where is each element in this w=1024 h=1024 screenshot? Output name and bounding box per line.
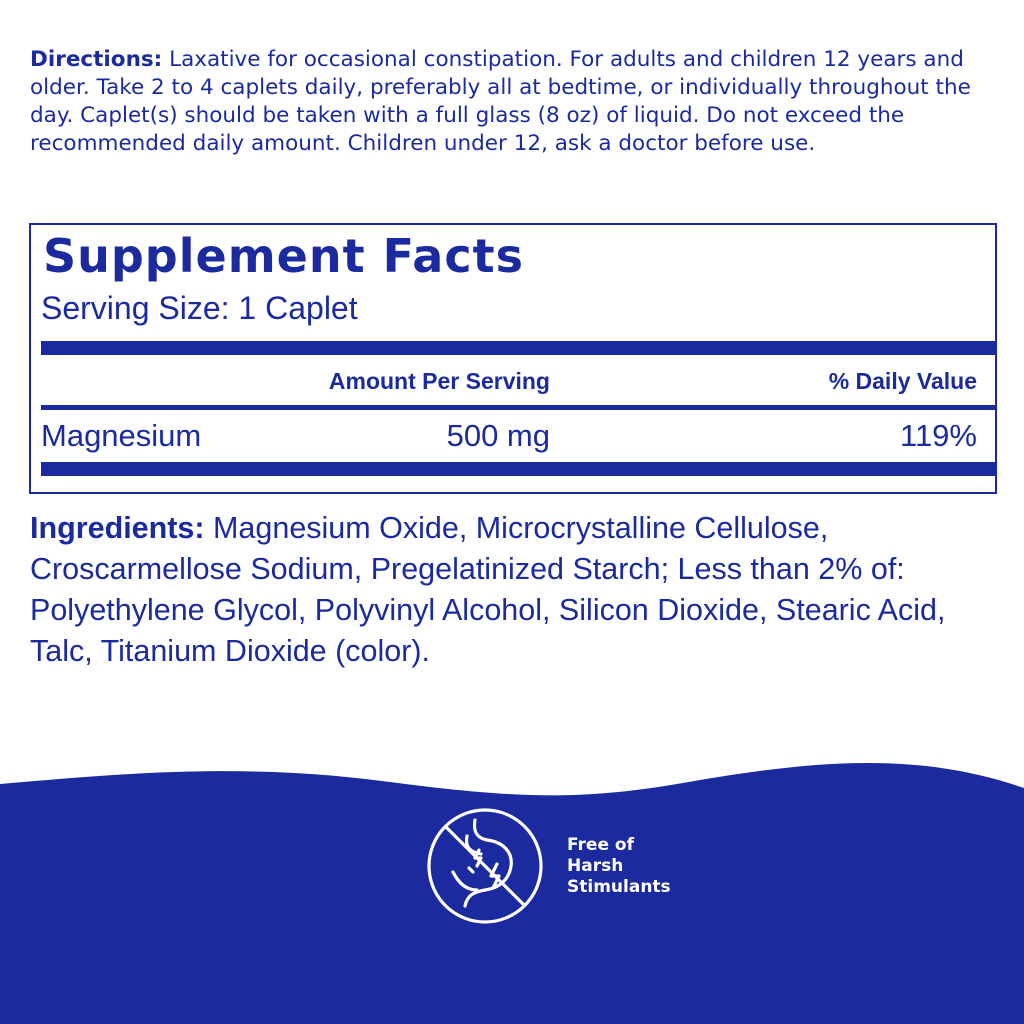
divider-thick-bottom (41, 462, 995, 476)
badge-label (567, 835, 727, 898)
badge-line-3: Stimulants (567, 877, 671, 897)
divider-thick-top (41, 341, 995, 355)
supplement-facts-panel (29, 223, 997, 494)
divider-thin (41, 405, 995, 410)
badge-line-1: Free of (567, 835, 634, 855)
ingredients-text (30, 508, 1005, 672)
serving-size: Serving Size: 1 Caplet (41, 290, 358, 326)
no-stomach-stimulant-icon (425, 806, 545, 926)
directions-body: Laxative for occasional constipation. For adults and children 12 years and older. Take 2 to 4 caplets daily, preferably all at bedtime, or individually throughout the day. Caplet(s) should be taken with a full glass (8 oz) of liquid. Do not exceed the recommended daily amount. Children under 12, ask a doctor before use. (30, 47, 971, 156)
header-daily-value: % Daily Value (828, 368, 977, 394)
ingredients-body: Magnesium Oxide, Microcrystalline Cellulose, Croscarmellose Sodium, Pregelatinized Starch; Less than 2% of: Polyethylene Glycol, Polyvinyl Alcohol, Silicon Dioxide, Stearic Acid, Talc, Titanium Dioxide (color). (30, 511, 946, 668)
supplement-facts-title: Supplement Facts (43, 229, 524, 283)
nutrient-amount: 500 mg (446, 418, 550, 453)
directions-text (30, 46, 1000, 158)
nutrient-name: Magnesium (41, 418, 202, 453)
badge-line-2: Harsh (567, 856, 624, 876)
header-amount-per-serving: Amount Per Serving (328, 368, 550, 394)
ingredients-label: Ingredients: (30, 511, 205, 545)
nutrient-daily-value: 119% (900, 418, 977, 453)
directions-label: Directions: (30, 47, 163, 72)
